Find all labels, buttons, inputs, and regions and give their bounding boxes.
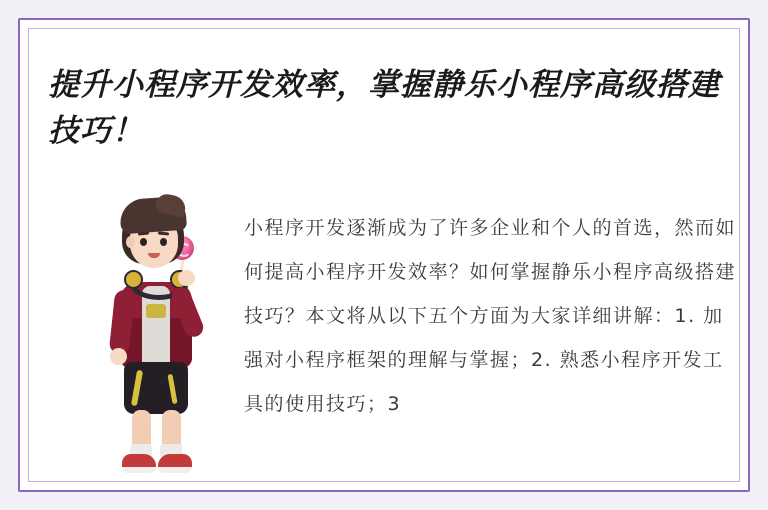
- shoe-sole-right-shape: [158, 467, 192, 473]
- shoe-sole-left-shape: [122, 467, 156, 473]
- eye-right-shape: [160, 238, 167, 246]
- headphone-cup-left-icon: [124, 270, 143, 289]
- eye-left-shape: [140, 238, 147, 246]
- hand-right-shape: [178, 270, 195, 286]
- boy-with-lollipop-illustration: [82, 198, 232, 498]
- shirt-print-shape: [146, 304, 166, 318]
- article-body: 小程序开发逐渐成为了许多企业和个人的首选，然而如何提高小程序开发效率？如何掌握静乐小程序高级搭建技巧？本文将从以下五个方面为大家详细讲解：1. 加强对小程序框架的理解与掌握；2. 熟悉小程序开发工具的使用技巧；3: [244, 217, 737, 415]
- ear-shape: [126, 236, 135, 248]
- page-title: 提升小程序开发效率，掌握静乐小程序高级搭建技巧！: [48, 67, 720, 149]
- article-card: [18, 18, 750, 492]
- hand-left-shape: [110, 348, 127, 365]
